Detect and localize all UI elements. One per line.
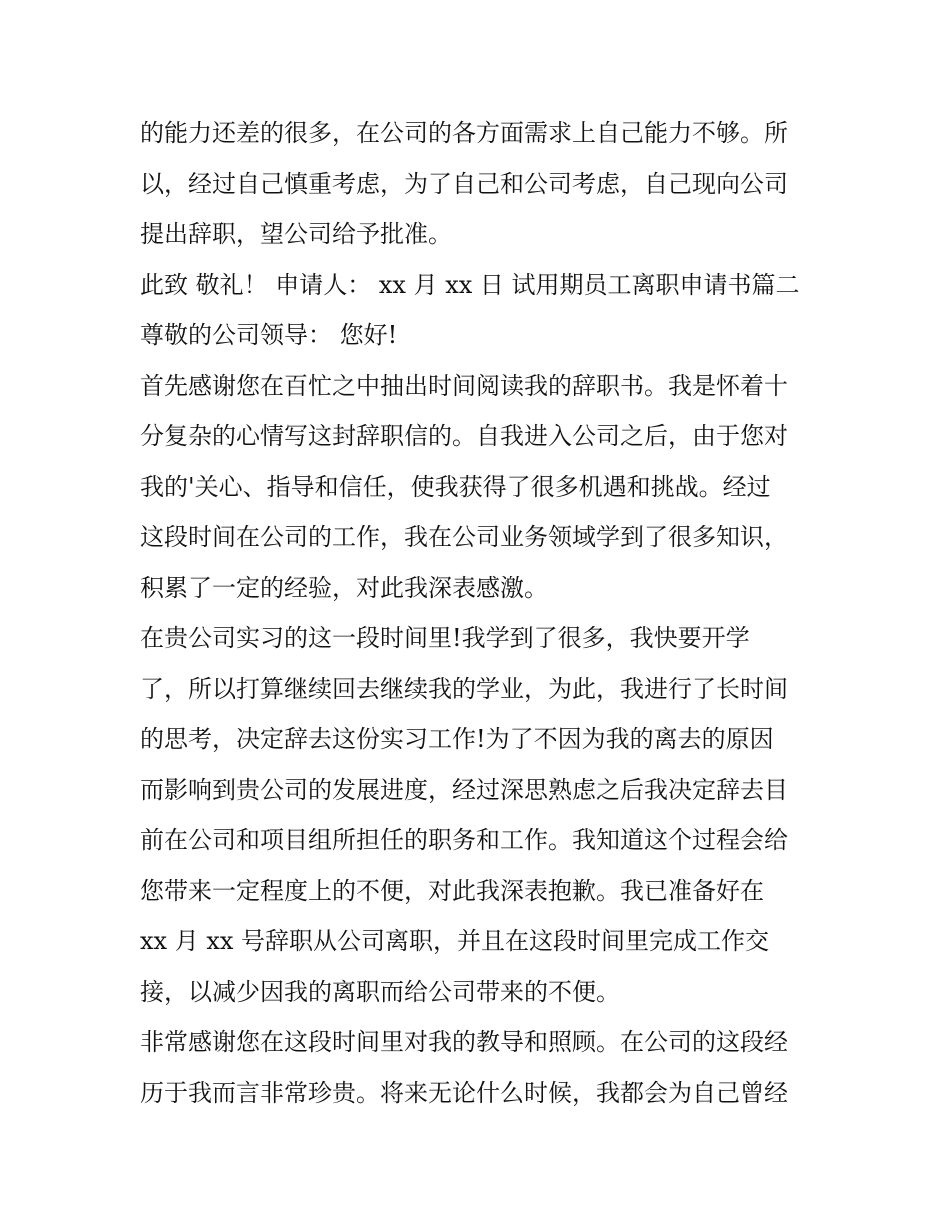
text-line: 您带来一定程度上的不便，对此我深表抱歉。我已准备好在: [140, 876, 764, 905]
text-line: 接，以减少因我的离职而给公司带来的不便。: [140, 977, 620, 1006]
text-line: xx 月 xx 号辞职从公司离职，并且在这段时间里完成工作交: [140, 927, 770, 955]
text-line: 这段时间在公司的工作，我在公司业务领域学到了很多知识，: [140, 523, 788, 551]
text-line: 首先感谢您在百忙之中抽出时间阅读我的辞职书。我是怀着十: [140, 371, 788, 400]
text-line: 在贵公司实习的这一段时间里!我学到了很多，我快要开学: [140, 624, 750, 652]
text-line: 以，经过自己慎重考虑，为了自己和公司考虑，自己现向公司: [140, 169, 788, 198]
text-line: 而影响到贵公司的发展进度，经过深思熟虑之后我决定辞去目: [140, 775, 788, 804]
text-line: 分复杂的心情写这封辞职信的。自我进入公司之后，由于您对: [140, 422, 788, 450]
text-line: 积累了一定的经验，对此我深表感激。: [140, 573, 548, 602]
text-line: 的思考，决定辞去这份实习工作!为了不因为我的离去的原因: [140, 725, 774, 753]
text-line: 前在公司和项目组所担任的职务和工作。我知道这个过程会给: [140, 826, 788, 854]
resignation-letter-text: [140, 108, 820, 1118]
text-line: 非常感谢您在这段时间里对我的教导和照顾。在公司的这段经: [140, 1028, 788, 1056]
text-line: 尊敬的公司领导： 您好!: [140, 321, 398, 349]
text-line: 我的'关心、指导和信任，使我获得了很多机遇和挑战。经过: [140, 472, 771, 501]
text-line: 此致 敬礼！ 申请人： xx 月 xx 日 试用期员工离职申请书篇二: [140, 270, 800, 299]
text-line: 提出辞职，望公司给予批准。: [140, 220, 452, 248]
text-line: 了，所以打算继续回去继续我的学业，为此，我进行了长时间: [140, 674, 788, 703]
text-line: 历于我而言非常珍贵。将来无论什么时候，我都会为自己曾经: [140, 1078, 788, 1107]
text-line: 的能力还差的很多，在公司的各方面需求上自己能力不够。所: [140, 119, 788, 147]
